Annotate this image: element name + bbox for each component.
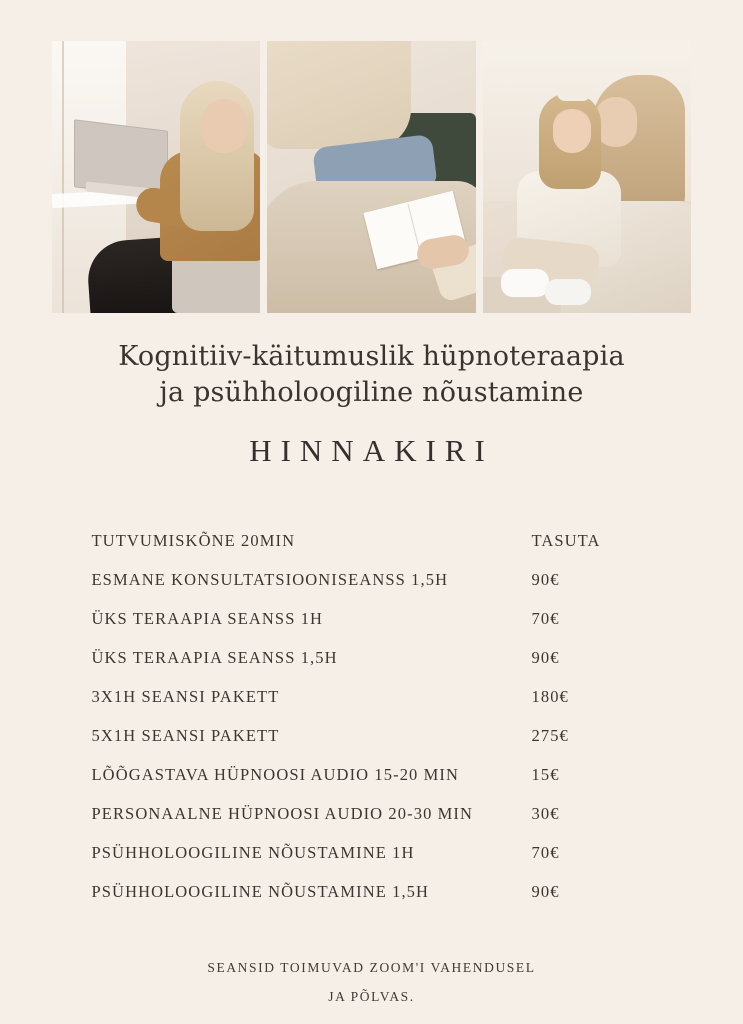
- table-row: [92, 765, 652, 785]
- table-row: [92, 570, 652, 590]
- child-face-decor: [553, 109, 591, 153]
- table-row: [92, 843, 652, 863]
- title-line-2: ja psühholoogiline nõustamine: [159, 377, 584, 409]
- service-price: 30€: [531, 804, 560, 824]
- mother-and-child-photo: [483, 41, 691, 313]
- table-row: [92, 804, 652, 824]
- footer-line-1: SEANSID TOIMUVAD ZOOM'I VAHENDUSEL: [207, 960, 536, 976]
- service-price: 15€: [531, 765, 560, 785]
- service-price: 180€: [531, 687, 569, 707]
- service-price: 70€: [531, 843, 560, 863]
- service-name: TUTVUMISKÕNE 20MIN: [91, 531, 296, 551]
- photo-strip: [0, 0, 743, 313]
- woman-with-laptop-photo: [52, 41, 260, 313]
- table-row: [92, 882, 652, 902]
- person-reading-book-photo: [267, 41, 475, 313]
- service-name: ESMANE KONSULTATSIOONISEANSS 1,5H: [91, 570, 449, 590]
- page-title: [0, 339, 743, 411]
- service-name: ÜKS TERAAPIA SEANSS 1H: [91, 609, 324, 629]
- service-price: 90€: [531, 648, 560, 668]
- service-name: LÕÕGASTAVA HÜPNOOSI AUDIO 15-20 MIN: [91, 765, 460, 785]
- table-row: [92, 726, 652, 746]
- service-name: PERSONAALNE HÜPNOOSI AUDIO 20-30 MIN: [91, 804, 474, 824]
- pricelist-table: [92, 531, 652, 902]
- pricelist-subtitle: HINNAKIRI: [249, 433, 494, 469]
- service-name: 3X1H SEANSI PAKETT: [91, 687, 280, 707]
- service-name: PSÜHHOLOOGILINE NÕUSTAMINE 1H: [91, 843, 415, 863]
- face-decor: [202, 99, 246, 153]
- title-line-1: Kognitiiv-käitumuslik hüpnoteraapia: [118, 341, 625, 372]
- footer-line-2: JA PÕLVAS.: [328, 988, 415, 1004]
- service-price: 70€: [531, 609, 560, 629]
- mother-face-decor: [595, 97, 637, 147]
- footer-note: [0, 954, 743, 1011]
- child-shoe-left-decor: [501, 269, 549, 297]
- service-price: 90€: [531, 570, 560, 590]
- child-shoe-right-decor: [545, 279, 591, 305]
- service-price: TASUTA: [531, 531, 601, 551]
- table-row: [92, 648, 652, 668]
- table-row: [92, 609, 652, 629]
- table-row: [92, 687, 652, 707]
- service-name: PSÜHHOLOOGILINE NÕUSTAMINE 1,5H: [91, 882, 430, 902]
- sweater-decor: [267, 41, 411, 149]
- service-name: 5X1H SEANSI PAKETT: [91, 726, 280, 746]
- hair-bow-decor: [557, 85, 591, 101]
- service-price: 90€: [531, 882, 560, 902]
- service-name: ÜKS TERAAPIA SEANSS 1,5H: [91, 648, 338, 668]
- service-price: 275€: [531, 726, 569, 746]
- table-row: [92, 531, 652, 551]
